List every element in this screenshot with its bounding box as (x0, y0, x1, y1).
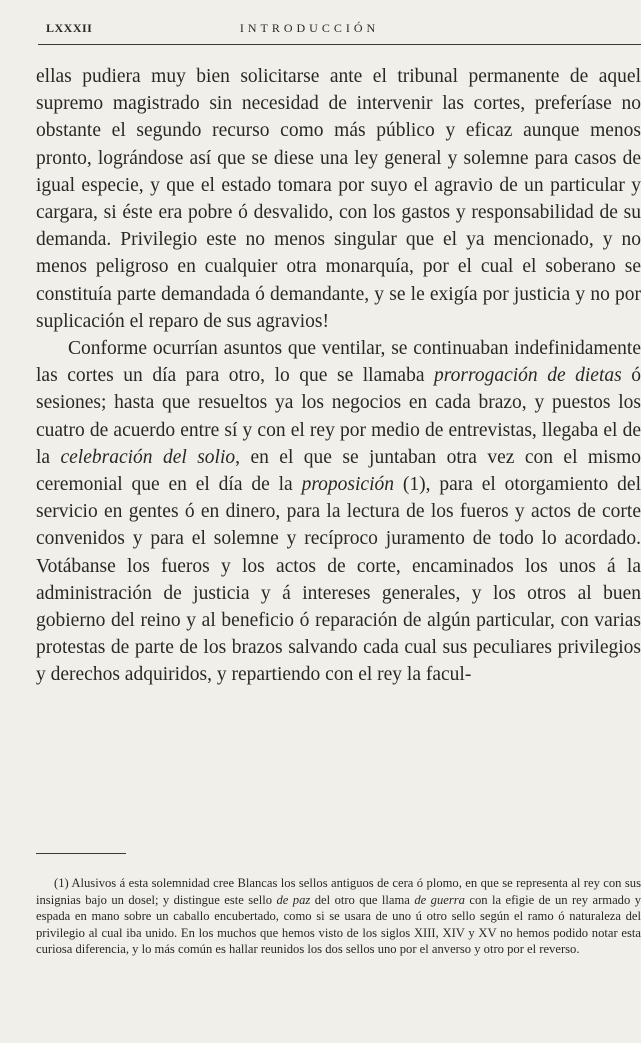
term-de-guerra: de guerra (414, 892, 465, 907)
header-rule (38, 44, 641, 45)
term-de-paz: de paz (276, 892, 311, 907)
footnote-text-2: del otro que llama (310, 892, 415, 907)
main-text (36, 63, 641, 689)
running-title: INTRODUCCIÓN (239, 21, 380, 35)
term-proposicion: proposición (301, 474, 395, 496)
footnote-1 (36, 875, 641, 958)
term-celebracion: celebración del solio (60, 446, 236, 468)
paragraph-2-text-2: ó sesiones; hasta que resueltos ya los negocios en cada brazo, y puestos los cuatro de acuerdo entre sí y con el rey por medio de entrevistas, llegaba el de la (36, 365, 641, 468)
term-prorrogacion: prorrogación de dietas (434, 365, 622, 387)
paragraph-1: ellas pudiera muy bien solicitarse ante el tribunal permanente de aquel supremo magistrado sin necesidad de intervenir las cortes, preferíase no obstante el segundo recurso como más público y eficaz aunque menos pronto, lográndose así que se diese una ley general y solemne para casos de igual especie, y que el estado tomara por suyo el agravio de un particular y cargara, si éste era pobre ó desvalido, con los gastos y responsabilidad de su demanda. Privilegio este no menos singular que el ya mencionado, y no menos peligroso en cualquier otra monarquía, por el cual el soberano se constituía parte demandada ó demandante, y se le exigía por justicia y no por suplicación el reparo de sus agravios! (36, 66, 641, 332)
footnote-rule (36, 853, 126, 854)
footnote (36, 875, 641, 958)
paragraph-2 (36, 335, 641, 689)
footnote-text-1: (1) Alusivos á esta solemnidad cree Blancas los sellos antiguos de cera ó plomo, en que se representa al rey con sus insignias bajo un dosel; y distingue este sello (36, 876, 641, 907)
paragraph-2-text-4: (1), para el otorgamiento del servicio en gentes ó en dinero, para la lectura de los fueros y actos de corte convenidos y para el solemne y recíproco juramento de todo lo acordado. Votábanse los fueros y los actos de corte, encaminados los unos á la administración de justicia y á intereses generales, y los otros al buen gobierno del reino y al beneficio ó reparación de algún particular, con varias protestas de parte de los brazos salvando cada cual sus peculiares privilegios y derechos adquiridos, y repartiendo con el rey la facul- (36, 474, 641, 686)
page-header (38, 18, 641, 38)
paragraph-2-text-3: , en el que se juntaban otra vez con el mismo ceremonial que en el día de la (36, 446, 641, 496)
page-number: LXXXII (46, 21, 93, 35)
paragraph-2-text-1: Conforme ocurrían asuntos que ventilar, se continuaban indefinidamente las cortes un día para otro, lo que se llamaba (36, 338, 641, 387)
footnote-text-3: con la efigie de un rey armado y espada en mano sobre un caballo encubertado, como si se usara de uno ú otro sello según el ramo ó naturaleza del privilegio al cual iba unido. En los muchos que hemos visto de los siglos XIII, XIV y XV no hemos podido notar esta curiosa diferencia, y lo más común es hallar reunidos los dos sellos uno por el anverso y otro por el reverso. (36, 892, 641, 956)
